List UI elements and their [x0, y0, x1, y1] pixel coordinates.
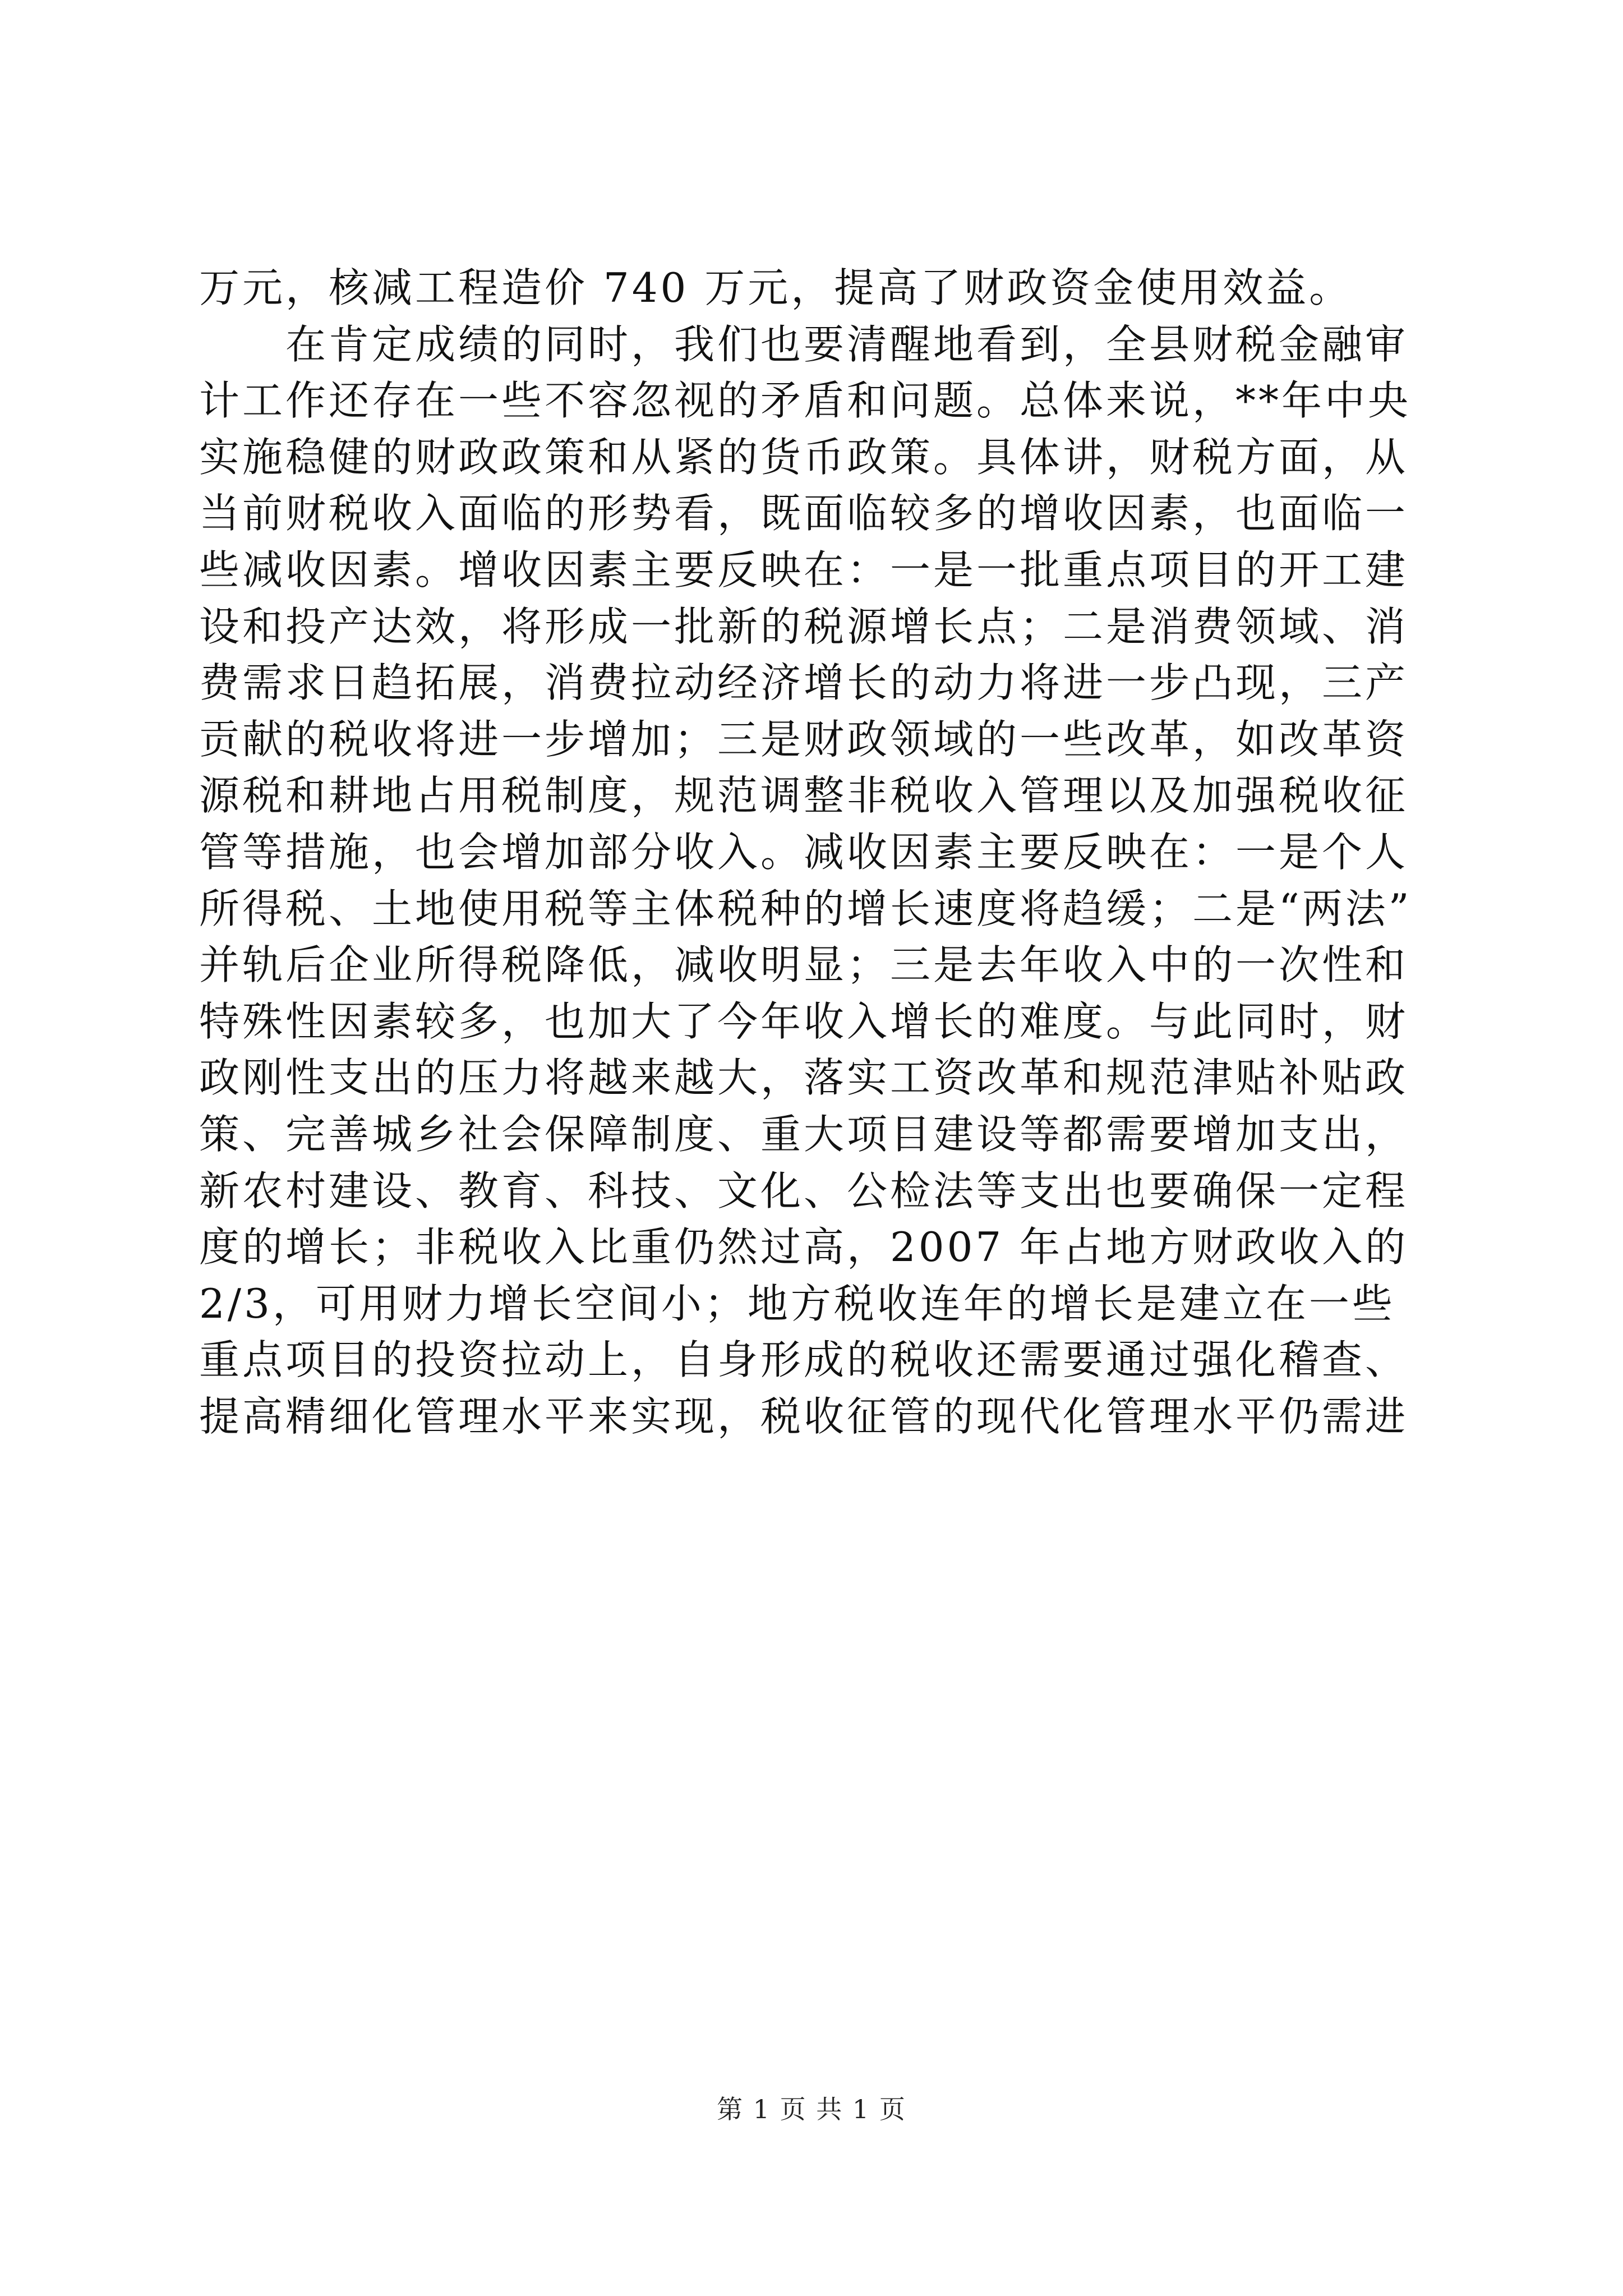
text-line: 贡献的税收将进一步增加；三是财政领域的一些改革，如改革资	[199, 715, 1409, 763]
body-text	[199, 260, 1419, 1444]
text-line: 些减收因素。增收因素主要反映在：一是一批重点项目的开工建	[199, 546, 1409, 593]
text-line: 管等措施，也会增加部分收入。减收因素主要反映在：一是个人	[199, 828, 1409, 876]
text-line: 重点项目的投资拉动上，自身形成的税收还需要通过强化稽查、	[199, 1336, 1409, 1384]
text-line: 提高精细化管理水平来实现，税收征管的现代化管理水平仍需进	[199, 1392, 1409, 1440]
text-line: 并轨后企业所得税降低，减收明显；三是去年收入中的一次性和	[199, 941, 1409, 989]
text-line: 新农村建设、教育、科技、文化、公检法等支出也要确保一定程	[199, 1167, 1409, 1214]
text-line: 费需求日趋拓展，消费拉动经济增长的动力将进一步凸现，三产	[199, 659, 1409, 707]
text-line: 政刚性支出的压力将越来越大，落实工资改革和规范津贴补贴政	[199, 1054, 1409, 1102]
text-line: 在肯定成绩的同时，我们也要清醒地看到，全县财税金融审	[199, 320, 1409, 368]
text-line: 策、完善城乡社会保障制度、重大项目建设等都需要增加支出，	[199, 1110, 1409, 1158]
text-line: 源税和耕地占用税制度，规范调整非税收入管理以及加强税收征	[199, 772, 1409, 820]
text-line: 当前财税收入面临的形势看，既面临较多的增收因素，也面临一	[199, 490, 1409, 537]
text-line: 度的增长；非税收入比重仍然过高，2007 年占地方财政收入的	[199, 1223, 1409, 1271]
text-line: 万元，核减工程造价 740 万元，提高了财政资金使用效益。	[199, 264, 1353, 311]
text-line: 设和投产达效，将形成一批新的税源增长点；二是消费领域、消	[199, 602, 1409, 650]
text-line: 实施稳健的财政政策和从紧的货币政策。具体讲，财税方面，从	[199, 433, 1409, 481]
text-line: 计工作还存在一些不容忽视的矛盾和问题。总体来说，**年中央	[199, 377, 1412, 425]
page-footer: 第 1 页 共 1 页	[717, 2094, 906, 2124]
text-line: 2/3，可用财力增长空间小；地方税收连年的增长是建立在一些	[199, 1280, 1395, 1327]
text-line: 特殊性因素较多，也加大了今年收入增长的难度。与此同时，财	[199, 997, 1409, 1045]
text-line: 所得税、土地使用税等主体税种的增长速度将趋缓；二是“两法”	[199, 885, 1412, 932]
